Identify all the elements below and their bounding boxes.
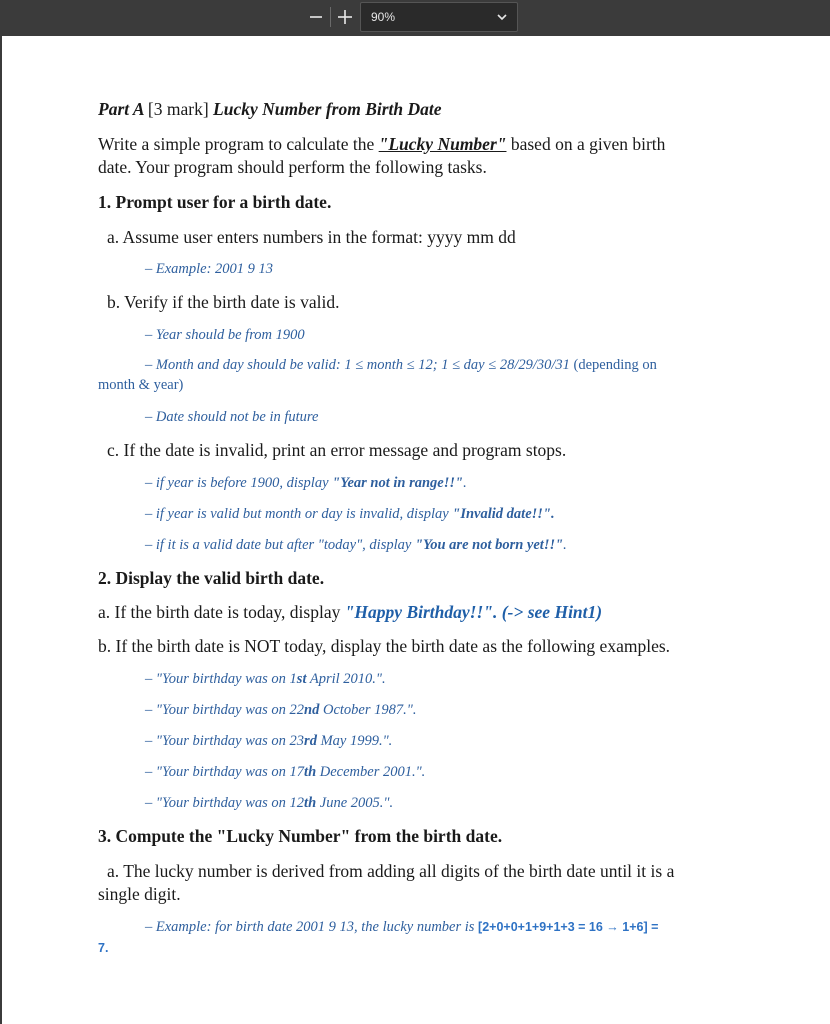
- example-text: – "Your birthday was on 1: [145, 671, 297, 687]
- error-message: "You are not born yet!!": [414, 537, 564, 553]
- toolbar-divider: [330, 7, 331, 27]
- section-3-heading: 3. Compute the "Lucky Number" from the birth date.: [98, 826, 503, 846]
- example-3-result: [98, 940, 108, 957]
- example-1b-1: – Year should be from 1900: [145, 327, 305, 343]
- item-3a-line-1: a. The lucky number is derived from adding all digits of the birth date until it is a: [107, 861, 675, 881]
- example-text: – if it is a valid date but after "today", display: [145, 537, 415, 553]
- item-1c: c. If the date is invalid, print an error message and program stops.: [107, 440, 567, 460]
- intro-line-1: [98, 134, 665, 155]
- example-text: .: [563, 537, 567, 553]
- title-mark: [3 mark]: [147, 99, 209, 119]
- lucky-number-term: "Lucky Number": [378, 134, 507, 154]
- example-text: – Example: for birth date 2001 9 13, the lucky number is: [145, 919, 479, 935]
- title-text: Lucky Number from Birth Date: [213, 99, 442, 119]
- example-text: – "Your birthday was on 12: [145, 795, 305, 811]
- zoom-level-select[interactable]: [360, 2, 518, 32]
- example-3: [145, 919, 658, 936]
- chevron-down-icon: [497, 14, 507, 21]
- page-title: [98, 99, 442, 120]
- example-2-5: [145, 795, 393, 812]
- example-2-4: [145, 764, 425, 781]
- intro-line-2: date. Your program should perform the following tasks.: [98, 157, 487, 177]
- example-1c-2: [145, 506, 555, 523]
- zoom-level-value: 90%: [371, 10, 396, 24]
- intro-text: based on a given birth: [506, 134, 666, 154]
- item-3a-line-2: single digit.: [98, 884, 181, 904]
- item-2b: b. If the birth date is NOT today, display the birth date as the following examples.: [98, 636, 671, 656]
- example-text: – "Your birthday was on 23: [145, 733, 305, 749]
- example-text: May 1999.".: [316, 733, 393, 749]
- example-text: October 1987.".: [319, 702, 417, 718]
- example-1a: – Example: 2001 9 13: [145, 261, 274, 277]
- ordinal-suffix: st: [296, 671, 307, 687]
- example-text: April 2010.".: [306, 671, 386, 687]
- example-2-3: [145, 733, 392, 750]
- item-1a: a. Assume user enters numbers in the format: yyyy mm dd: [107, 227, 516, 247]
- example-1b-2: [145, 357, 657, 374]
- ordinal-suffix: th: [304, 795, 317, 811]
- zoom-in-button[interactable]: [334, 2, 356, 32]
- example-text: .: [463, 475, 467, 491]
- example-2-1: [145, 671, 386, 688]
- section-1-heading: 1. Prompt user for a birth date.: [98, 192, 332, 212]
- example-text: – if year is before 1900, display: [145, 475, 333, 491]
- minus-icon: [309, 10, 323, 24]
- example-text: (depending on: [569, 357, 657, 373]
- viewer-gutter: [0, 36, 2, 1024]
- pdf-toolbar: [0, 0, 830, 36]
- error-message: "Invalid date!!".: [452, 506, 555, 522]
- example-text: – "Your birthday was on 22: [145, 702, 305, 718]
- example-1b-3: – Date should not be in future: [145, 409, 319, 425]
- example-1c-1: [145, 475, 467, 492]
- digit-sum-formula: [2+0+0+1+9+1+3 = 16 → 1+6] =: [478, 920, 659, 934]
- happy-birthday-message: "Happy Birthday!!". (-> see Hint1): [344, 602, 603, 622]
- ordinal-suffix: th: [304, 764, 317, 780]
- plus-icon: [337, 9, 353, 25]
- item-2a: [98, 602, 602, 623]
- error-message: "Year not in range!!": [332, 475, 464, 491]
- zoom-out-button[interactable]: [305, 2, 327, 32]
- lucky-number-result: 7.: [98, 941, 109, 955]
- example-1b-2-cont: month & year): [98, 377, 184, 393]
- item-text: a. If the birth date is today, display: [98, 602, 345, 622]
- example-1c-3: [145, 537, 567, 554]
- section-2-heading: 2. Display the valid birth date.: [98, 568, 325, 588]
- ordinal-suffix: nd: [304, 702, 320, 718]
- example-text: June 2005.".: [316, 795, 394, 811]
- title-part: Part A: [98, 99, 144, 119]
- example-text: December 2001.".: [316, 764, 426, 780]
- item-1b: b. Verify if the birth date is valid.: [107, 292, 340, 312]
- example-text: – if year is valid but month or day is invalid, display: [145, 506, 453, 522]
- example-text: – Month and day should be valid: 1 ≤ month ≤ 12; 1 ≤ day ≤ 28/29/30/31: [145, 357, 570, 373]
- example-text: – "Your birthday was on 17: [145, 764, 305, 780]
- example-2-2: [145, 702, 416, 719]
- zoom-controls: [305, 2, 518, 32]
- intro-text: Write a simple program to calculate the: [98, 134, 379, 154]
- ordinal-suffix: rd: [304, 733, 317, 749]
